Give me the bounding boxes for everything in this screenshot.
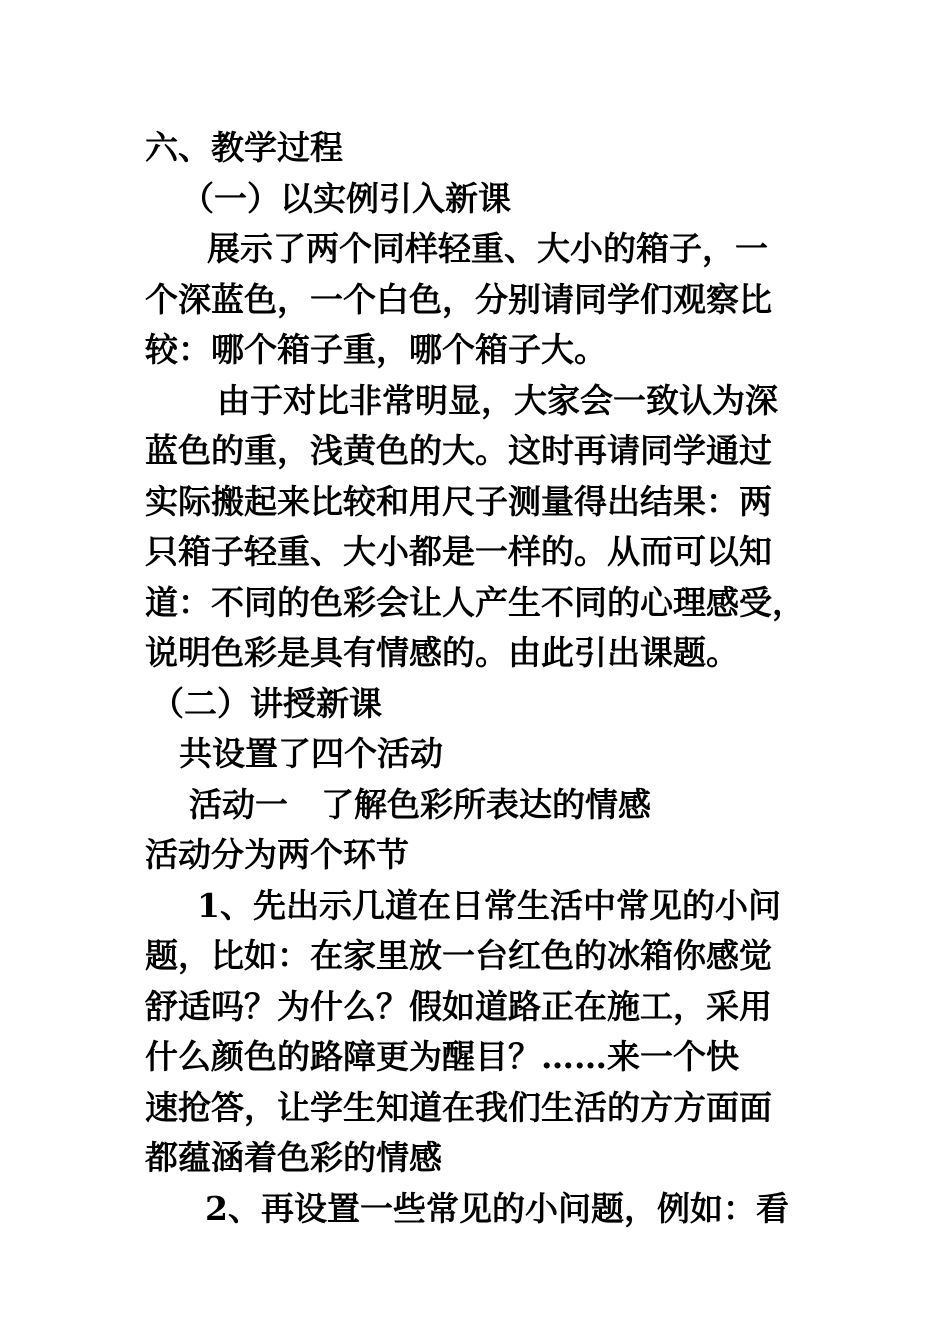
paragraph-line: 题，比如：在家里放一台红色的冰箱你感觉 (145, 936, 772, 975)
subsection-heading: （一）以实例引入新课 (181, 178, 511, 218)
paragraph-line: 蓝色的重，浅黄色的大。这时再请同学通过 (145, 431, 772, 470)
paragraph-line: 个深蓝色，一个白色，分别请同学们观察比 (145, 279, 772, 319)
paragraph-line: 什么颜色的路障更为醒目？……来一个快 (145, 1037, 739, 1076)
paragraph-line: 舒适吗？为什么？假如道路正在施工，采用 (145, 986, 772, 1026)
section-heading: 六、教学过程 (145, 128, 343, 167)
paragraph-line: 速抢答，让学生知道在我们生活的方方面面 (145, 1087, 772, 1127)
paragraph-line: 较：哪个箱子重，哪个箱子大。 (145, 330, 607, 369)
paragraph-line: 共设置了四个活动 (179, 734, 443, 773)
paragraph-line: 展示了两个同样轻重、大小的箱子，一 (207, 229, 768, 268)
paragraph-line: 都蕴涵着色彩的情感 (145, 1138, 442, 1177)
paragraph-line: 只箱子轻重、大小都是一样的。从而可以知 (145, 532, 772, 571)
list-item: 1、先出示几道在日常生活中常见的小问 (197, 885, 781, 925)
list-item: 2、再设置一些常见的小问题，例如：看 (205, 1188, 789, 1228)
activity-heading: 活动一 了解色彩所表达的情感 (189, 784, 651, 824)
paragraph-line: 实际搬起来比较和用尺子测量得出结果：两 (145, 481, 772, 521)
paragraph-line: 活动分为两个环节 (145, 835, 409, 874)
paragraph-line: 道：不同的色彩会让人产生不同的心理感受， (145, 582, 805, 622)
paragraph-line: 说明色彩是具有情感的。由此引出课题。 (145, 633, 739, 672)
subsection-heading: （二）讲授新课 (151, 683, 382, 723)
document-body (145, 123, 845, 1234)
paragraph-line: 由于对比非常明显，大家会一致认为深 (217, 380, 778, 420)
